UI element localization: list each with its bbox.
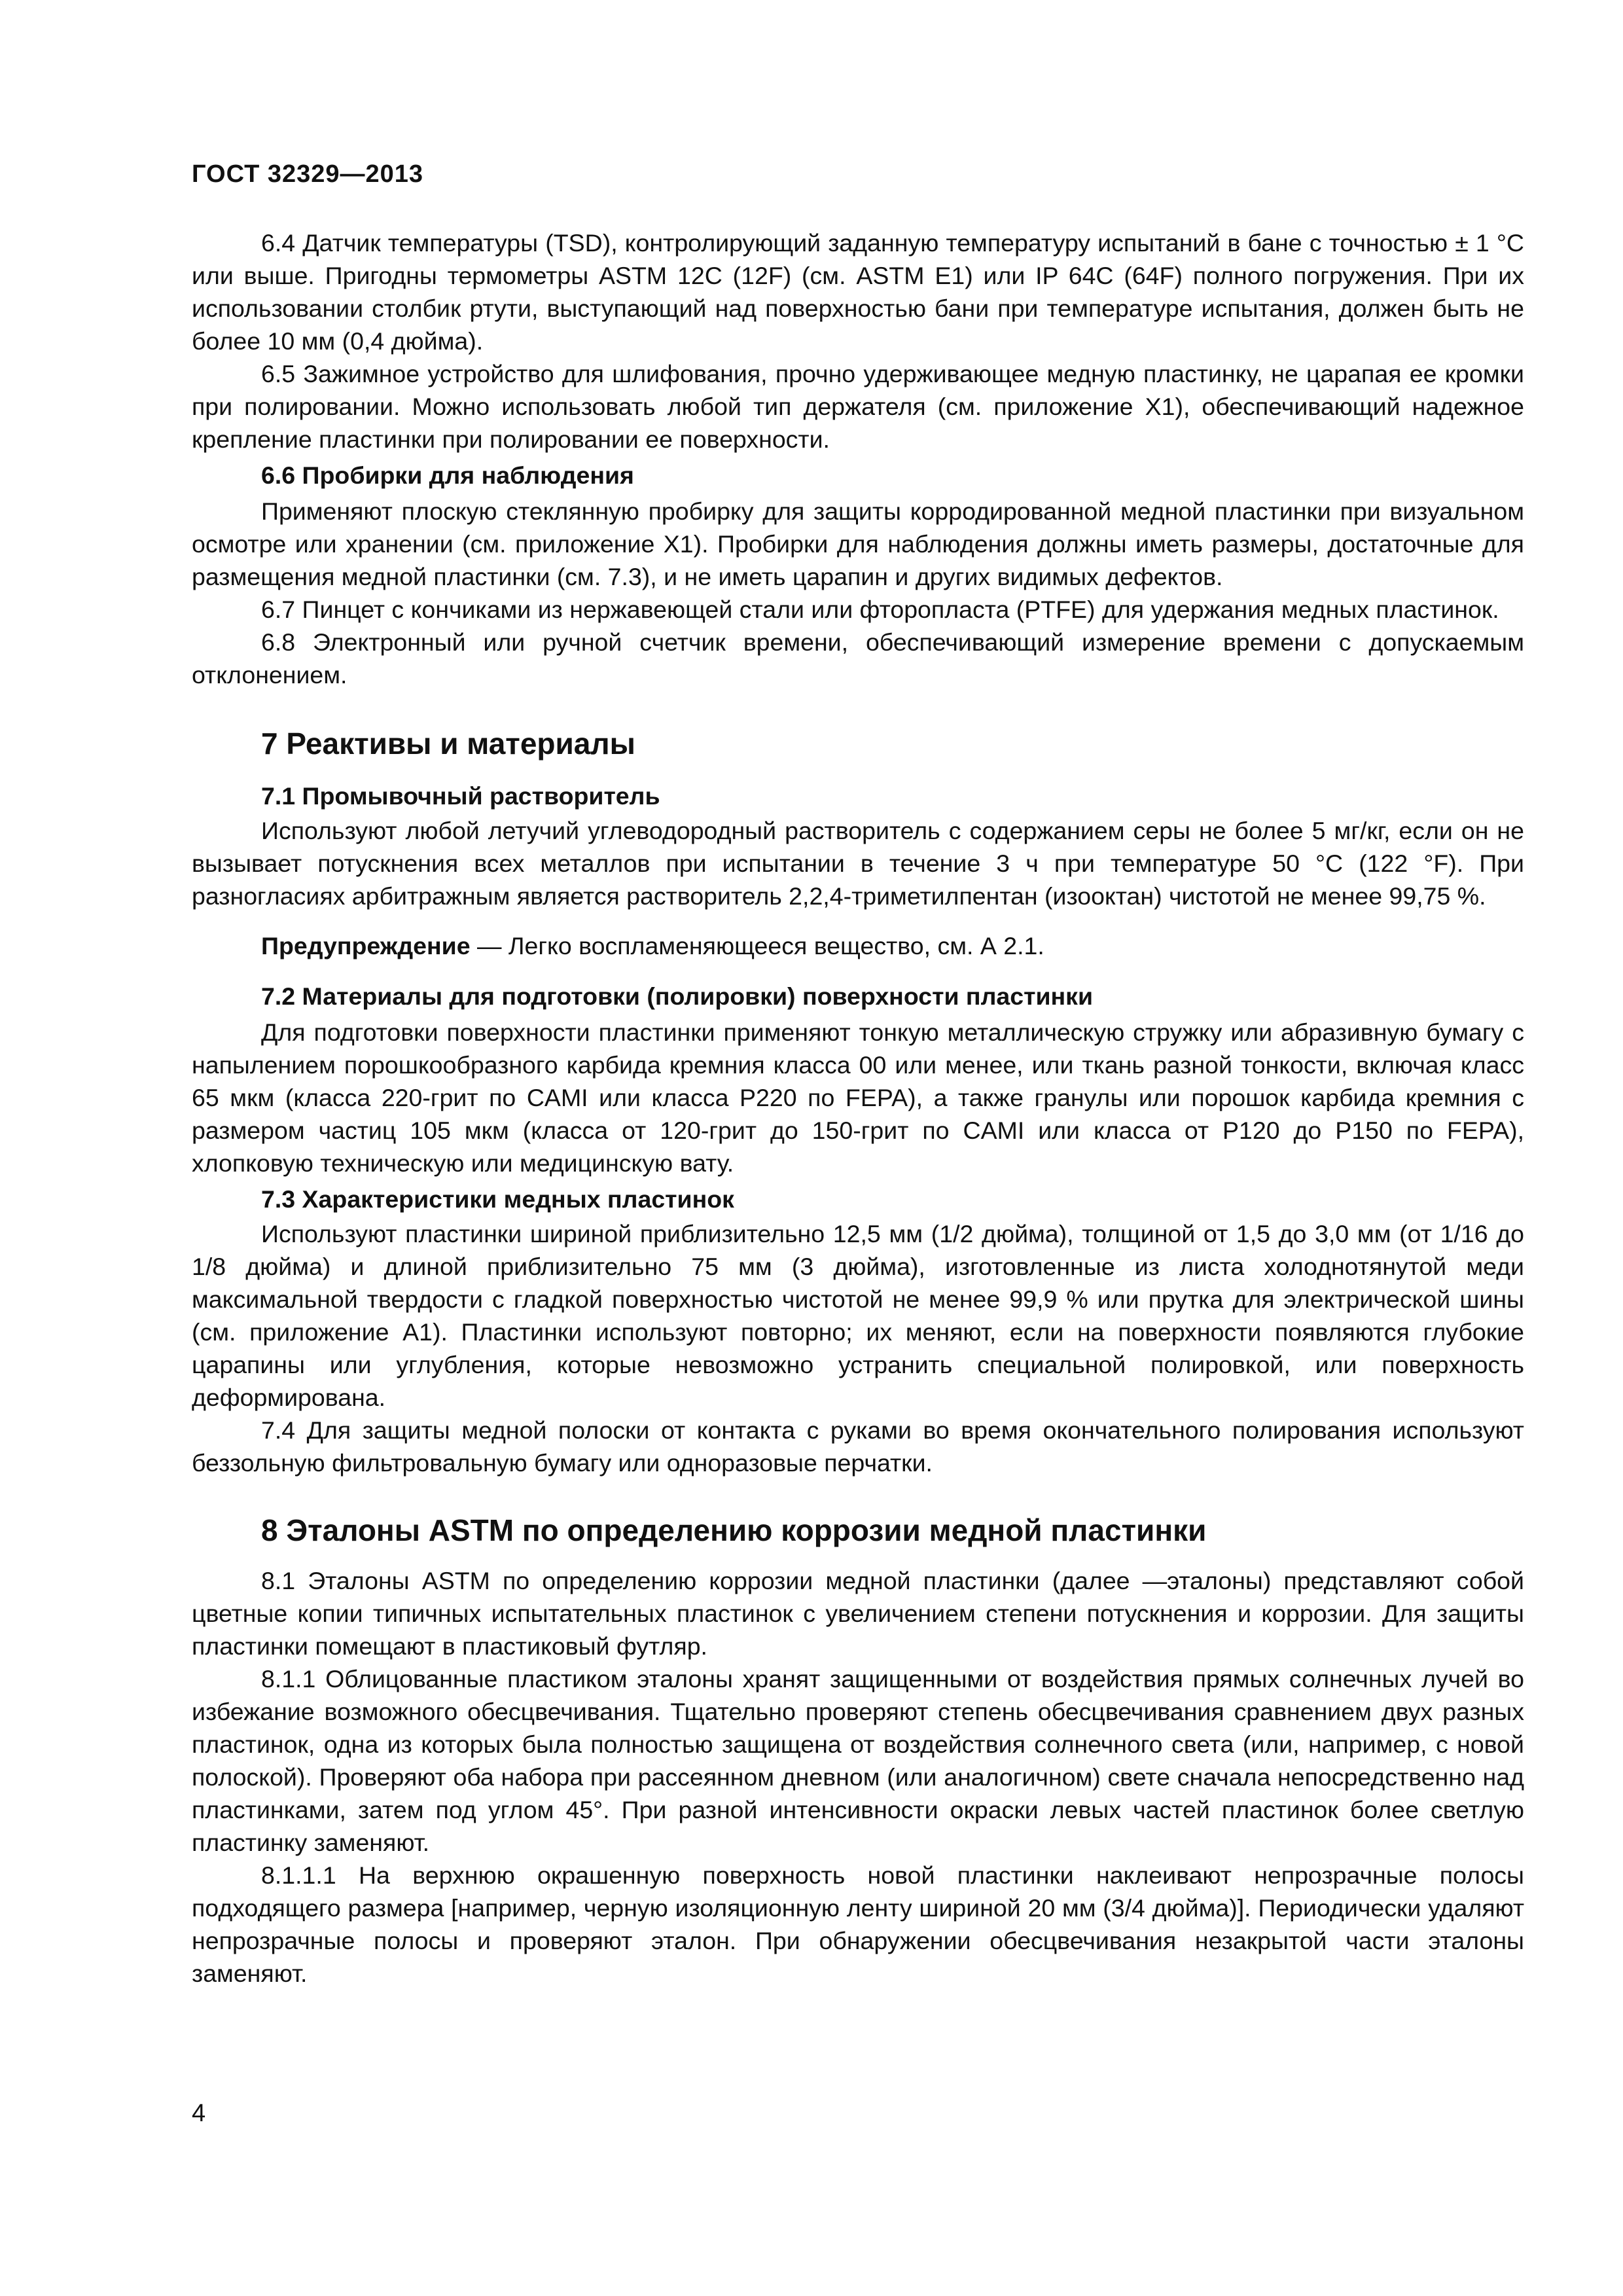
subsection-heading-6-6: 6.6 Пробирки для наблюдения	[261, 461, 634, 489]
subsection-heading-7-2: 7.2 Материалы для подготовки (полировки) поверхности пластинки	[261, 982, 1094, 1010]
paragraph-6-7: 6.7 Пинцет с кончиками из нержавеющей стали или фторопласта (PTFE) для удержания медных пластинок.	[261, 596, 1499, 623]
section-heading-8: 8 Эталоны ASTM по определению коррозии медной пластинки	[261, 1513, 1207, 1547]
paragraph-6-8: 6.8 Электронный или ручной счетчик времени, обеспечивающий измерение времени с допускаемым отклонением.	[192, 628, 1524, 689]
document-body	[192, 226, 1524, 1990]
document-header: ГОСТ 32329—2013	[192, 160, 424, 188]
paragraph-8-1-1-1: 8.1.1.1 На верхнюю окрашенную поверхность новой пластинки наклеивают непрозрачные полосы подходящего размера [например, черную изоляционную ленту шириной 20 мм (3/4 дюйма)]. Периодически удаляют непрозрачные полосы и проверяют эталон. При обнаружении обесцвечивания незакрытой части эталоны заменяют.	[192, 1861, 1524, 1987]
subsection-heading-7-3: 7.3 Характеристики медных пластинок	[261, 1185, 734, 1213]
warning-text: — Легко воспламеняющееся вещество, см. А 2.1.	[470, 932, 1044, 960]
subsection-heading-7-1: 7.1 Промывочный растворитель	[261, 782, 660, 810]
paragraph-7-1: Используют любой летучий углеводородный растворитель с содержанием серы не более 5 мг/кг, если он не вызывает потускнения всех металлов при испытании в течение 3 ч при температуре 50 °С (122 °F). При разногласиях арбитражным является растворитель 2,2,4-триметилпентан (изооктан) чистотой не менее 99,75 %.	[192, 817, 1524, 910]
paragraph-7-4: 7.4 Для защиты медной полоски от контакта с руками во время окончательного полирования используют беззольную фильтровальную бумагу или одноразовые перчатки.	[192, 1416, 1524, 1477]
paragraph-8-1-1: 8.1.1 Облицованные пластиком эталоны хранят защищенными от воздействия прямых солнечных лучей во избежание возможного обесцвечивания. Тщательно проверяют степень обесцвечивания сравнением двух разных пластинок, одна из которых была полностью защищена от воздействия солнечного света (или, например, с новой полоской). Проверяют оба набора при рассеянном дневном (или аналогичном) свете сначала непосредственно над пластинками, затем под углом 45°. При разной интенсивности окраски левых частей пластинок более светлую пластинку заменяют.	[192, 1665, 1524, 1856]
warning-note	[192, 929, 1524, 962]
section-heading-7: 7 Реактивы и материалы	[261, 726, 635, 761]
paragraph-7-2: Для подготовки поверхности пластинки применяют тонкую металлическую стружку или абразивную бумагу с напылением порошкообразного карбида кремния класса 00 или менее, или ткань разной тонкости, включая класс 65 мкм (класса 220-грит по CAMI или класса P220 по FEPA), а также гранулы или порошок карбида кремния с размером частиц 105 мкм (класса от 120-грит до 150-грит по CAMI или класса от P120 до P150 по FEPA), хлопковую техническую или медицинскую вату.	[192, 1018, 1524, 1177]
paragraph-8-1: 8.1 Эталоны ASTM по определению коррозии медной пластинки (далее —эталоны) представляют собой цветные копии типичных испытательных пластинок с увеличением степени потускнения и коррозии. Для защиты пластинки помещают в пластиковый футляр.	[192, 1567, 1524, 1660]
paragraph-6-4: 6.4 Датчик температуры (TSD), контролирующий заданную температуру испытаний в бане с точностью ± 1 °С или выше. Пригодны термометры ASTM 12C (12F) (см. ASTM E1) или IP 64C (64F) полного погружения. При их использовании столбик ртути, выступающий над поверхностью бани при температуре испытания, должен быть не более 10 мм (0,4 дюйма).	[192, 229, 1524, 355]
page-number: 4	[192, 2100, 206, 2127]
paragraph-7-3: Используют пластинки шириной приблизительно 12,5 мм (1/2 дюйма), толщиной от 1,5 до 3,0 мм (от 1/16 до 1/8 дюйма) и длиной приблизительно 75 мм (3 дюйма), изготовленные из листа холоднотянутой меди максимальной твердости с гладкой поверхностью чистотой не менее 99,9 % или прутка для электрической шины (см. приложение А1). Пластинки используют повторно; их меняют, если на поверхности появляются глубокие царапины или углубления, которые невозможно устранить специальной полировкой, или поверхность деформирована.	[192, 1220, 1524, 1411]
paragraph-6-5: 6.5 Зажимное устройство для шлифования, прочно удерживающее медную пластинку, не царапая ее кромки при полировании. Можно использовать любой тип держателя (см. приложение X1), обеспечивающий надежное крепление пластинки при полировании ее поверхности.	[192, 360, 1524, 453]
warning-label: Предупреждение	[261, 932, 471, 960]
paragraph-6-6: Применяют плоскую стеклянную пробирку для защиты корродированной медной пластинки при визуальном осмотре или хранении (см. приложение X1). Пробирки для наблюдения должны иметь размеры, достаточные для размещения медной пластинки (см. 7.3), и не иметь царапин и других видимых дефектов.	[192, 497, 1524, 590]
